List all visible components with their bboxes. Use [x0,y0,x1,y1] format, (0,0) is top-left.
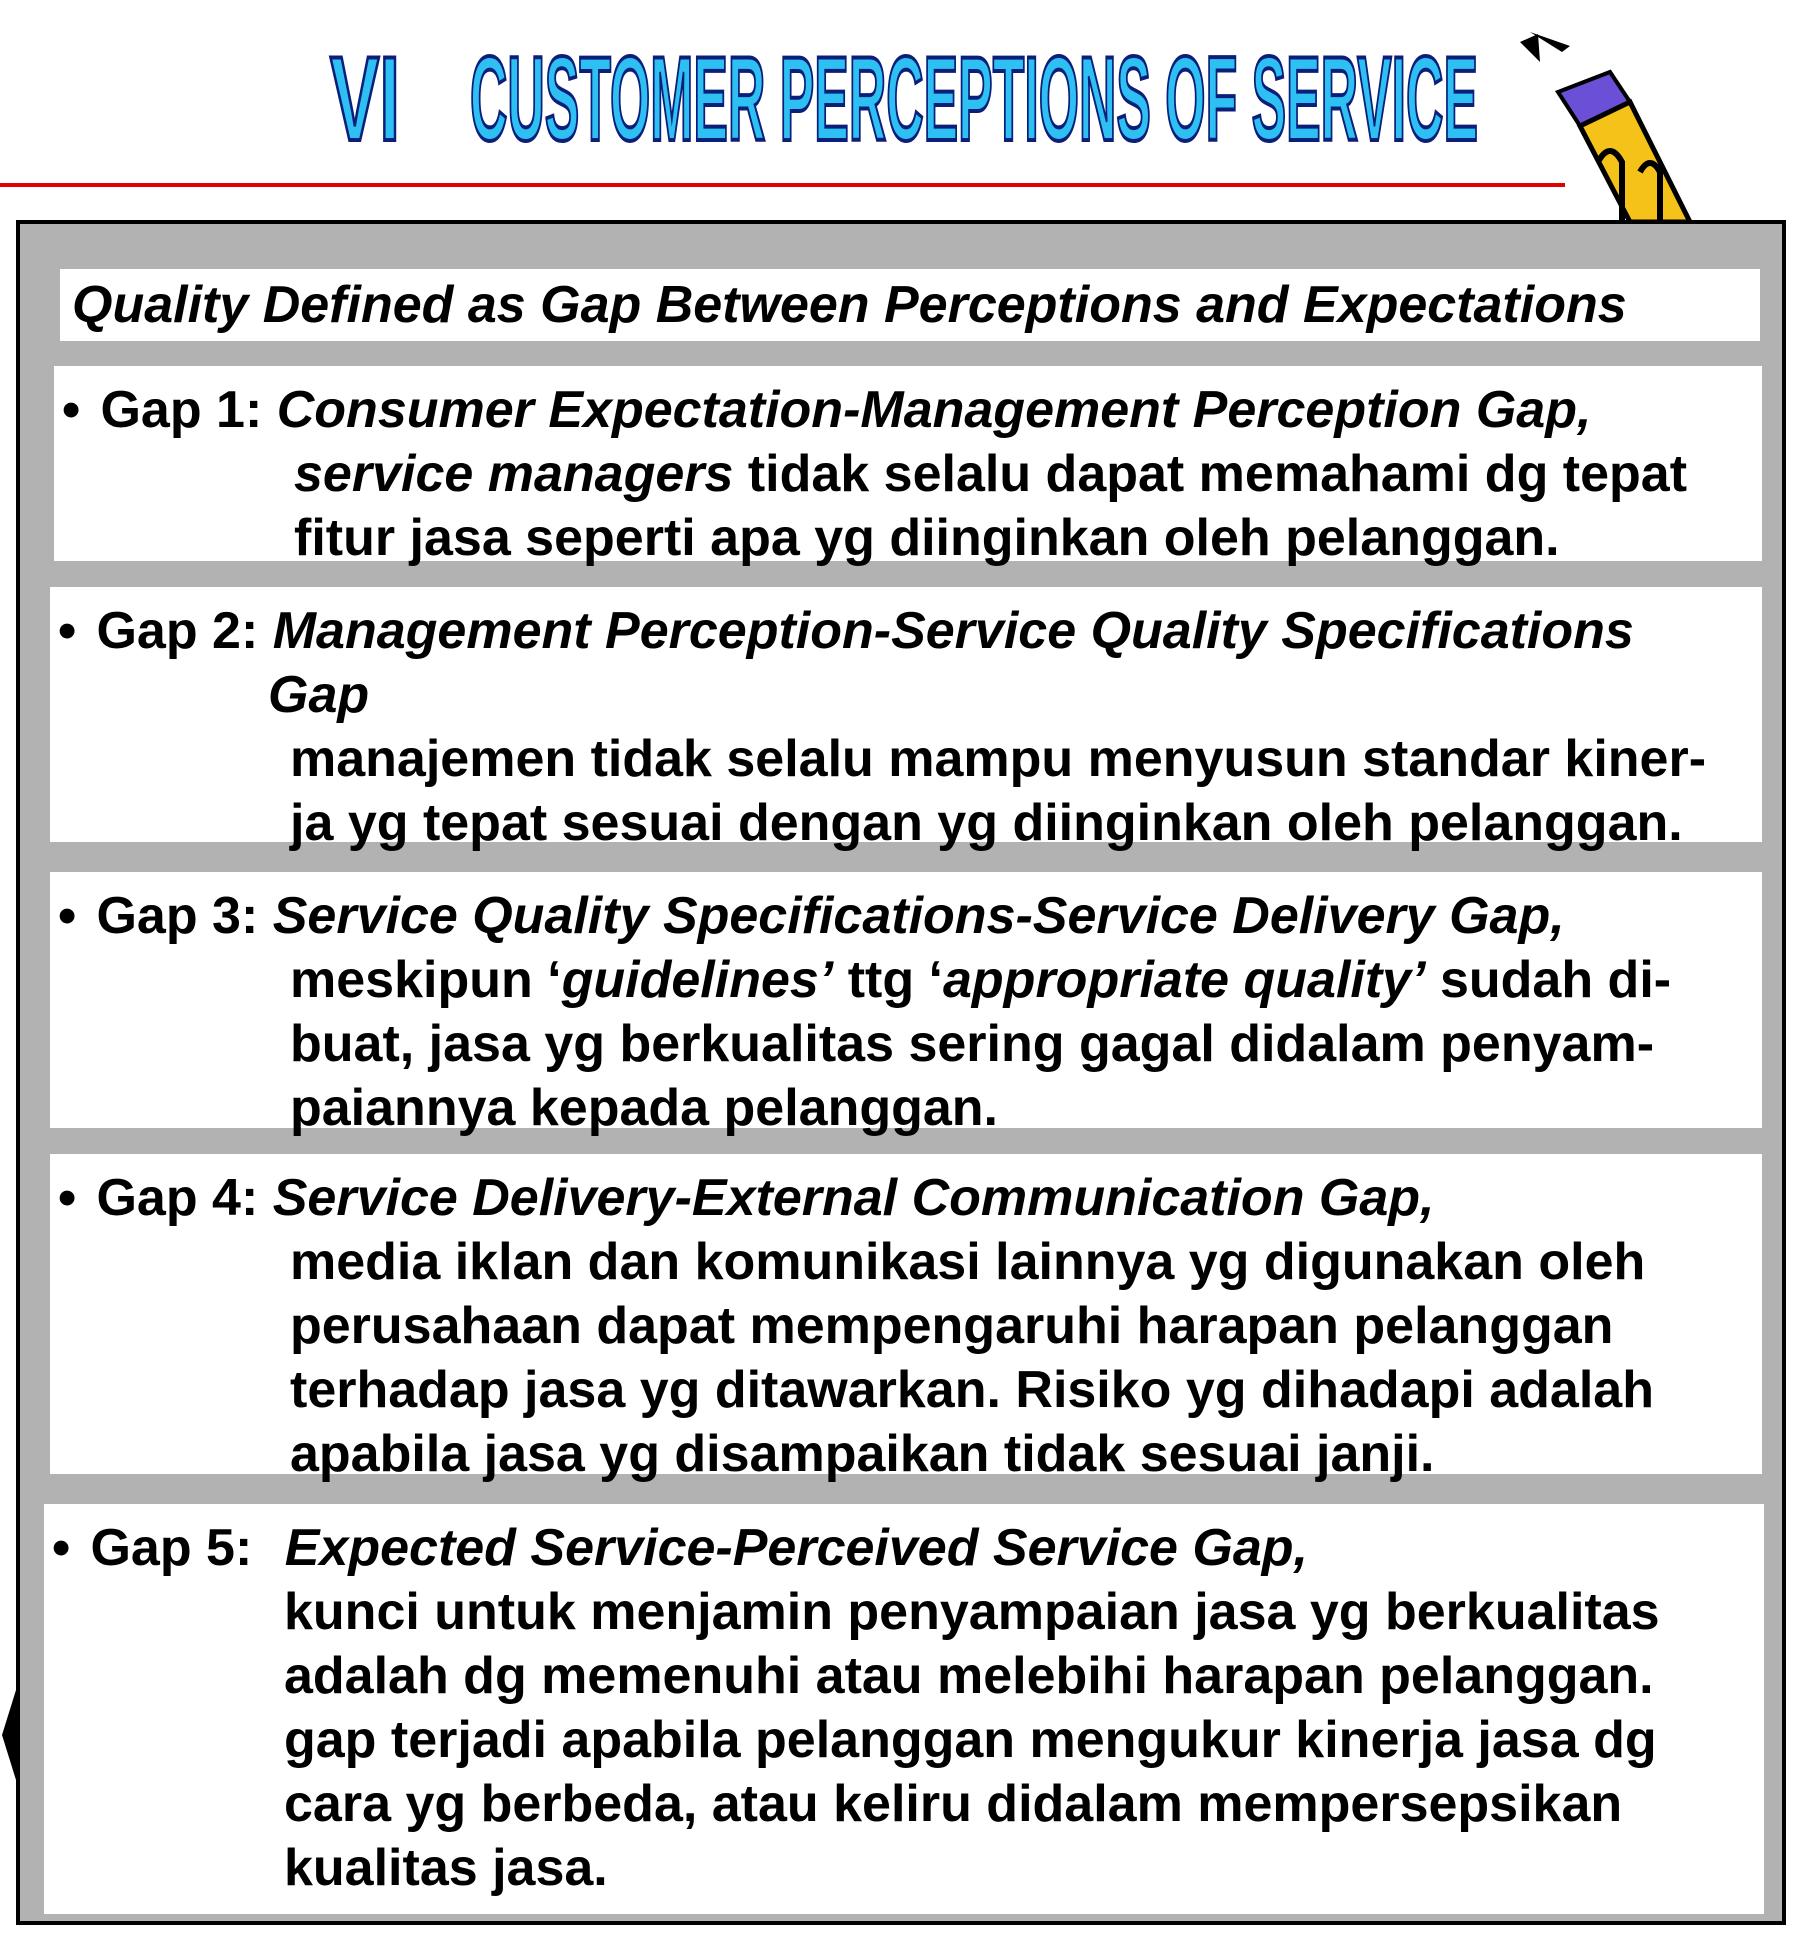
section-number: VI [330,32,400,166]
gap-title-continued: Gap [268,666,370,724]
gap-description-line: buat, jasa yg berkualitas sering gagal didalam penyam- [290,1015,1655,1073]
gap-description-line: media iklan dan komunikasi lainnya yg digunakan oleh [290,1233,1646,1291]
gap-label: Gap 4: [96,1169,259,1227]
gap-title: Consumer Expectation-Management Perception Gap, [276,381,1592,439]
definition-heading: Quality Defined as Gap Between Perceptions and Expectations [72,276,1627,334]
title-wordart [330,28,1480,168]
gap-label: Gap 2: [96,602,259,660]
definition-box [60,269,1760,341]
title-underline [0,183,1565,187]
gap-card-2 [50,587,1762,852]
gap-description-line: apabila jasa yg disampaikan tidak sesuai janji. [290,1425,1435,1483]
content-panel [16,220,1786,1925]
gap-title: Service Quality Specifications-Service Delivery Gap, [272,887,1565,945]
gap-card-4 [50,1154,1762,1483]
gap-description-line: service managers tidak selalu dapat memahami dg tepat [294,445,1688,503]
bullet-icon: • [62,381,81,439]
bullet-icon: • [58,602,77,660]
gap-description-line: manajemen tidak selalu mampu menyusun standar kiner- [290,730,1707,788]
left-edge-mark [2,1690,16,1780]
gap-card-1 [54,366,1762,567]
gap-header [58,1166,1742,1230]
gap-description-line: paiannya kepada pelanggan. [290,1079,998,1137]
gap-description-line: adalah dg memenuhi atau melebihi harapan pelanggan. [284,1647,1654,1705]
gap-card-5 [44,1504,1764,1914]
gap-description-line: meskipun ‘guidelines’ ttg ‘appropriate quality’ sudah di- [290,951,1672,1009]
gap-label: Gap 1: [100,381,263,439]
gap-header [52,1516,1744,1580]
gap-description-line: perusahaan dapat mempengaruhi harapan pelanggan [290,1297,1614,1355]
gap-description-line: ja yg tepat sesuai dengan yg diinginkan oleh pelanggan. [290,794,1683,852]
gap-header [58,884,1742,948]
gap-label: Gap 3: [96,887,259,945]
bullet-icon: • [58,1169,77,1227]
gap-description-line: cara yg berbeda, atau keliru didalam mempersepsikan [284,1775,1623,1833]
gap-title: Management Perception-Service Quality Specifications [272,602,1634,660]
gap-description-line: kunci untuk menjamin penyampaian jasa yg berkualitas [284,1583,1660,1641]
gap-card-3 [50,872,1762,1137]
title-text: CUSTOMER PERCEPTIONS OF SERVICE [470,32,1478,166]
slide-title [330,28,1480,168]
gap-title: Expected Service-Perceived Service Gap, [284,1519,1309,1577]
gap-italic-term: service managers [294,445,734,503]
pencil-icon [1510,22,1700,222]
gap-description-line: gap terjadi apabila pelanggan mengukur kinerja jasa dg [284,1711,1657,1769]
bullet-icon: • [52,1519,71,1577]
gap-title: Service Delivery-External Communication Gap, [272,1169,1435,1227]
gap-label: Gap 5: [90,1519,253,1577]
bullet-icon: • [58,887,77,945]
gap-header [58,599,1742,663]
gap-header [62,378,1742,442]
gap-description-line: kualitas jasa. [284,1839,608,1897]
gap-description-line: terhadap jasa yg ditawarkan. Risiko yg dihadapi adalah [290,1361,1654,1419]
gap-description-line: fitur jasa seperti apa yg diinginkan oleh pelanggan. [294,509,1560,567]
